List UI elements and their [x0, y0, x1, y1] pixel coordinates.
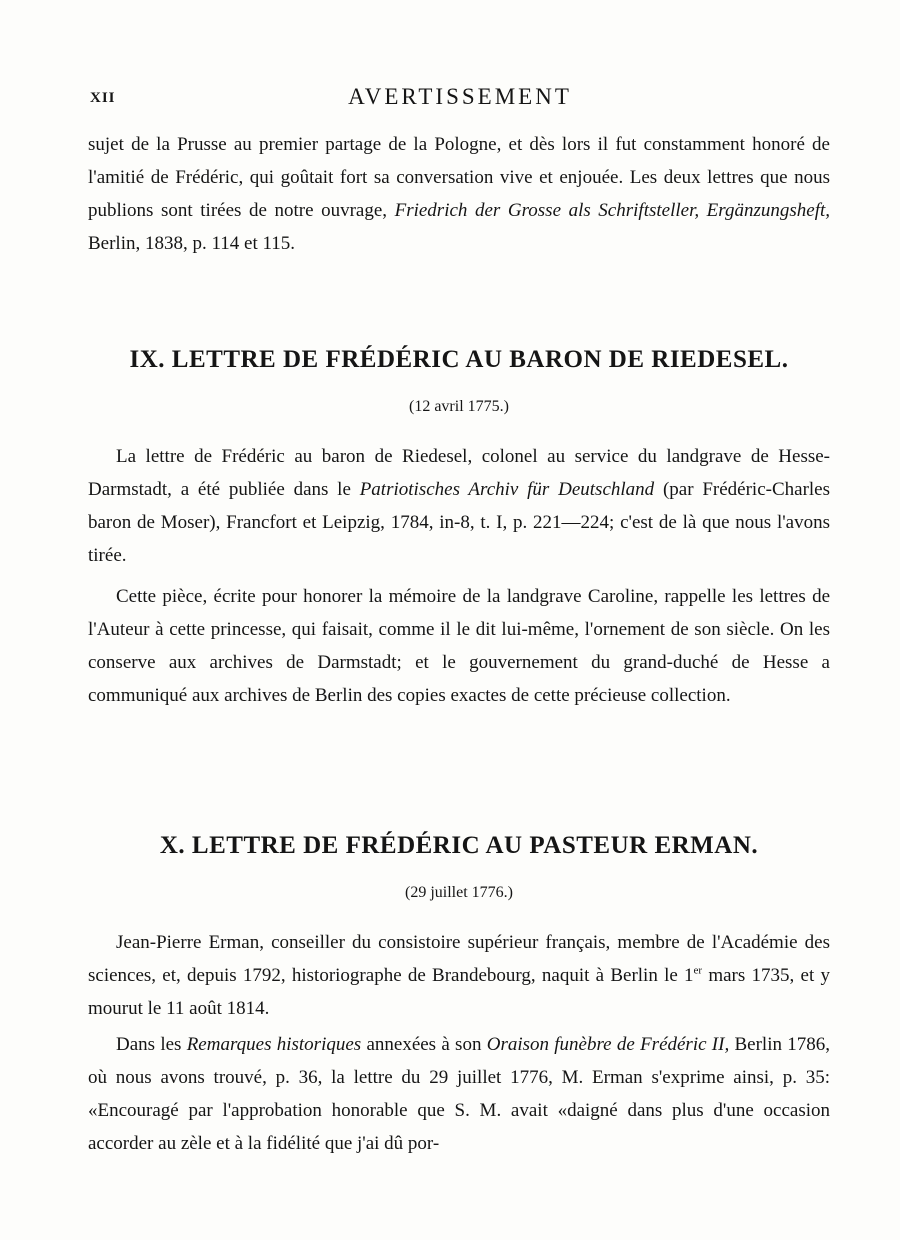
section-10-p1-text-2: mars 1735, et y mourut le 11 août 1814. [88, 965, 830, 1019]
section-9-date: (12 avril 1775.) [409, 398, 509, 415]
section-10-p2-italic-1: Remarques historiques [186, 1034, 362, 1055]
section-10-p2-text-1: Dans les [116, 1034, 187, 1055]
section-9-p1-text-1: La lettre de Frédéric au baron de Riedesel, colonel au service du landgrave de Hesse-Darmstadt, a été publiée dans le [88, 446, 830, 500]
section-10-p1-superscript: er [693, 964, 703, 977]
section-10-paragraph-2 [88, 1028, 830, 1160]
section-10-p2-text-2: annexées à son [361, 1034, 487, 1055]
running-title: AVERTISSEMENT [348, 84, 572, 109]
section-10-p2-italic-2: Oraison funèbre de Frédéric II, [486, 1034, 730, 1055]
section-10-date: (29 juillet 1776.) [405, 884, 513, 901]
section-9-heading: IX. LETTRE DE FRÉDÉRIC AU BARON DE RIEDESEL. [129, 346, 789, 373]
intro-paragraph [88, 128, 830, 260]
section-9-p1-text-2: (par Frédéric-Charles baron de Moser), Francfort et Leipzig, 1784, in-8, t. I, p. 221—224; c'est de là que nous l'avons tirée. [88, 479, 831, 566]
section-10-p1-text-1: Jean-Pierre Erman, conseiller du consistoire supérieur français, membre de l'Académie des sciences, et, depuis 1792, historiographe de Brandebourg, naquit à Berlin le 1 [88, 932, 830, 986]
intro-text-2: Berlin, 1838, p. 114 et 115. [88, 233, 296, 254]
section-9-paragraph-1 [88, 440, 830, 572]
section-9-p1-italic: Patriotisches Archiv für Deutschland [359, 479, 655, 500]
page-number: XII [90, 90, 116, 106]
section-9-paragraph-2: Cette pièce, écrite pour honorer la mémoire de la landgrave Caroline, rappelle les lettres de l'Auteur à cette princesse, qui faisait, comme il le dit lui-même, l'ornement de son siècle. On les conserve aux archives de Darmstadt; et le gouvernement du grand-duché de Hesse a communiqué aux archives de Berlin des copies exactes de cette précieuse collection. [88, 586, 830, 706]
section-10-heading: X. LETTRE DE FRÉDÉRIC AU PASTEUR ERMAN. [159, 832, 759, 859]
intro-text-1: sujet de la Prusse au premier partage de la Pologne, et dès lors il fut constamment honoré de l'amitié de Frédéric, qui goûtait fort sa conversation vive et enjouée. Les deux lettres que nous publions sont tirées de notre ouvrage, [88, 134, 830, 221]
intro-book-title: Friedrich der Grosse als Schriftsteller, Ergänzungsheft, [394, 200, 830, 221]
section-10-p2-text-3: Berlin 1786, où nous avons trouvé, p. 36, la lettre du 29 juillet 1776, M. Erman s'exprime ainsi, p. 35: «Encouragé par l'approbation honorable que S. M. avait «daigné dans plus d'une occasion accorder au zèle et à la fidélité que j'ai dû por- [88, 1034, 830, 1154]
page-header [90, 84, 830, 114]
section-10-paragraph-1 [88, 926, 830, 1025]
